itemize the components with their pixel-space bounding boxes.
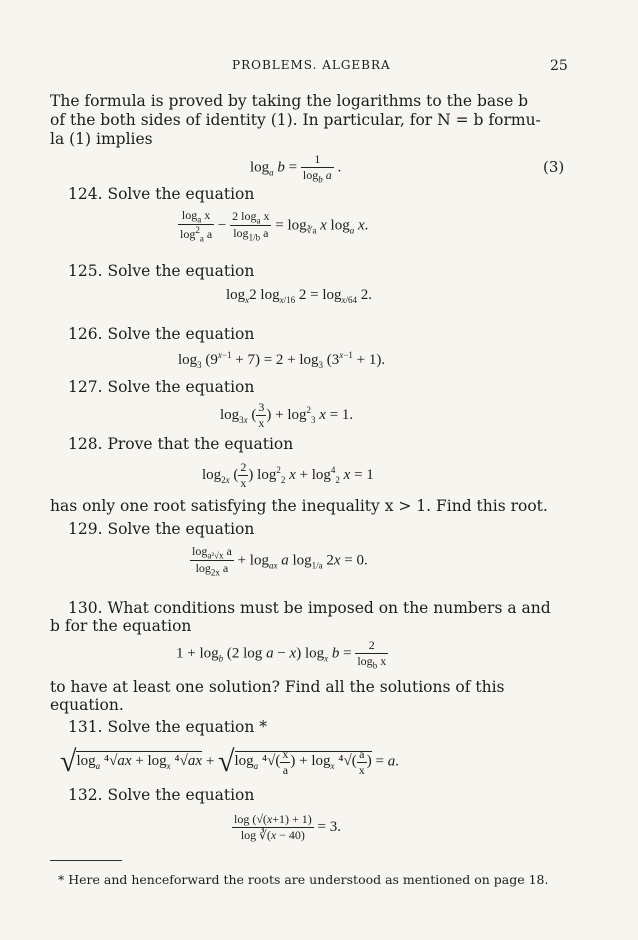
problem-131 bbox=[68, 718, 267, 736]
equation-126: $\log_3 (9^{x-1} + 7) = 2 + \log_3 (3^{x-1} + 1)$. bbox=[178, 350, 386, 370]
problem-number: 131. bbox=[68, 718, 103, 736]
problem-125 bbox=[68, 262, 254, 280]
equation-130: $1 + \log_b (2$ log a − x) $\log_x b$ = $\frac{2}{\log_b x}$ bbox=[176, 638, 387, 671]
problem-132 bbox=[68, 786, 254, 804]
intro-line-3: la (1) implies bbox=[50, 130, 153, 148]
equation-131: $√\log_a$ $^4√ax + \log_x ^4√ax + √\log_a$ ⁴√( $\frac{x}{a}$ ) + $\log_x ^4√$( $\frac{a}{x}$ ) = a. bbox=[60, 745, 399, 778]
problem-text: Solve the equation * bbox=[107, 718, 268, 736]
problem-number: 129. bbox=[68, 520, 103, 538]
problem-124 bbox=[68, 185, 254, 203]
problem-text: Solve the equation bbox=[107, 520, 255, 538]
problem-number: 130. bbox=[68, 599, 103, 617]
problem-number: 126. bbox=[68, 325, 103, 343]
problem-number: 132. bbox=[68, 786, 103, 804]
problem-text: Solve the equation bbox=[107, 262, 255, 280]
problem-number: 128. bbox=[68, 435, 103, 453]
page-number: 25 bbox=[550, 58, 568, 74]
running-header: PROBLEMS. ALGEBRA bbox=[232, 58, 391, 72]
problem-text: Solve the equation bbox=[107, 325, 255, 343]
problem-130 bbox=[68, 599, 551, 617]
problem-text: Solve the equation bbox=[107, 185, 255, 203]
intro-line-2: of the both sides of identity (1). In particular, for N = b formu- bbox=[50, 111, 541, 129]
problem-130-after: to have at least one solution? Find all the solutions of this bbox=[50, 678, 505, 696]
equation-125: $\log_x2$ $\log_{x/16} 2 = \log_{x/64} 2$. bbox=[226, 287, 373, 305]
footnote-rule bbox=[50, 860, 122, 861]
problem-text: Solve the equation bbox=[107, 378, 255, 396]
problem-130-after-2: equation. bbox=[50, 696, 124, 714]
formula-tag: (3) bbox=[543, 158, 565, 176]
equation-124: $\frac{\log_a x}{\log^2_a a}$ − $\frac{2 \log_a x}{\log_{1/b} a}$ = $\log_{∛a} x$ $\log_a x$. bbox=[180, 208, 369, 244]
problem-129 bbox=[68, 520, 254, 538]
problem-128-after: has only one root satisfying the inequality x > 1. Find this root. bbox=[50, 497, 548, 515]
problem-text: Solve the equation bbox=[107, 786, 255, 804]
equation-127: $\log_{3x}$ ( $\frac{3}{x}$ ) + $\log^2_3 x = 1$. bbox=[220, 400, 354, 430]
equation-132: $\frac{\log (√(x+1) + 1)}{\log ∛(x - 40)}$ = 3. bbox=[234, 812, 341, 842]
problem-text: What conditions must be imposed on the numbers a and bbox=[107, 599, 551, 617]
problem-number: 124. bbox=[68, 185, 103, 203]
problem-text: Prove that the equation bbox=[107, 435, 294, 453]
intro-line-1: The formula is proved by taking the logarithms to the base b bbox=[50, 92, 529, 110]
problem-number: 127. bbox=[68, 378, 103, 396]
problem-number: 125. bbox=[68, 262, 103, 280]
problem-126 bbox=[68, 325, 254, 343]
formula-3: $\log_a b$ = $\frac{1}{\log_b a}$ . bbox=[250, 152, 342, 185]
problem-127 bbox=[68, 378, 254, 396]
problem-130-line-2: b for the equation bbox=[50, 617, 192, 635]
footnote: * Here and henceforward the roots are understood as mentioned on page 18. bbox=[58, 872, 549, 887]
equation-129: $\frac{\log_{a^2√x} a}{\log_{2x} a}$ + $\log_{ax} a$ $\log_{1/a} 2x = 0$. bbox=[192, 544, 368, 578]
problem-128 bbox=[68, 435, 293, 453]
equation-128: $\log_{2x}$ ( $\frac{2}{x}$ ) $\log^2_2 x + \log^4_2 x = 1$ bbox=[202, 460, 374, 490]
